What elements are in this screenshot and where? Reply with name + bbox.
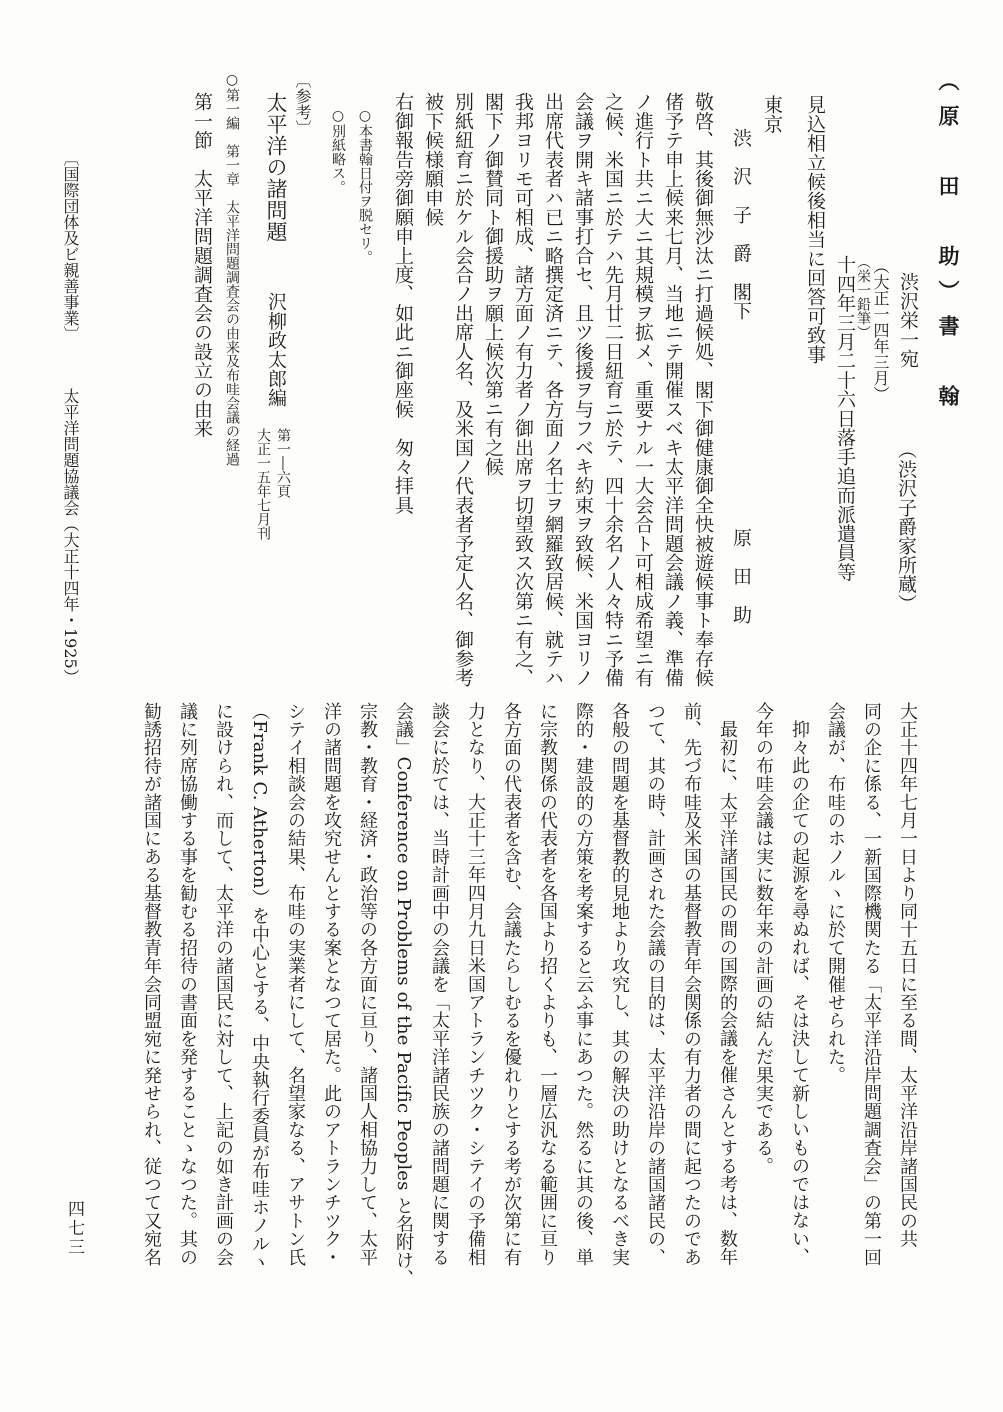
- letter-date: （大正一四年三月）: [871, 258, 890, 402]
- letter-source: （渋沢子爵家所蔵）: [895, 440, 917, 613]
- body-line: 談会に於ては、当時計画中の会議を「太平洋諸民族の諸問題に関する: [429, 702, 450, 1267]
- body-line: に宗教関係の代表者を各国より招くよりも、一層広汎なる範囲に亘り: [537, 702, 558, 1267]
- letter-place: 東京: [761, 95, 783, 134]
- body-line: 前、先づ布哇及米国の基督教青年会関係の有力者の間に起つたのであ: [681, 702, 702, 1267]
- reference-chapter: ○第一編 第一章 太平洋問題調査会の由来及布哇会議の経過: [224, 72, 240, 466]
- letter-line: 偖予テ申上候来七月、当地ニテ開催スベキ太平洋問題会議ノ義、準備: [662, 92, 684, 688]
- pencil-note-line-1: 十四年三月二十六日落手追而派遣員等: [834, 255, 856, 582]
- letter-line: 右御報告旁御願申上度、如此ニ御座候 匆々拝具: [392, 92, 414, 515]
- body-line: 抑々此の企ての起源を尋ぬれば、そは決して新しいものではない、: [789, 720, 810, 1266]
- body-line: 力となり、大正十三年四月九日米国アトランチツク・シテイの予備相: [465, 702, 486, 1267]
- reference-section-title: 第一節 太平洋問題調査会の設立の由来: [191, 92, 213, 438]
- letter-line: 会議ヲ開キ諸事打合セ、且ツ後援ヲ与フベキ約束ヲ致候、米国ヨリノ: [572, 92, 594, 688]
- page-number: 四七三: [64, 1200, 84, 1257]
- editor-note-omitted: ○別紙略ス。: [330, 108, 346, 194]
- body-line: に設けられ、而して、太平洋の諸国民に対して、上記の如き計画の会: [213, 702, 234, 1267]
- body-line: 同の企に係る、一新国際機関たる「太平洋沿岸問題調査会」の第一回: [861, 702, 882, 1267]
- letter-addressee: 渋 沢 子 爵 閣下: [730, 128, 752, 320]
- body-line: 最初に、太平洋諸国民の間の国際的会議を催さんとする考は、数年: [717, 720, 738, 1266]
- body-line: 際的・建設的の方策を考案すると云ふ事にあつた。然るに其の後、単: [573, 702, 594, 1267]
- body-line: （Frank C. Atherton）を中心とする、中央執行委員が布哇ホノルヽ: [249, 702, 270, 1271]
- body-line: 各般の問題を基督教的見地より攻究し、其の解決の助けとなるべき実: [609, 702, 630, 1267]
- body-line: 洋の諸問題を攻究せんとする案となつて居た。此のアトランチツク・: [321, 702, 342, 1267]
- body-line: 宗教・教育・経済・政治等の各方面に亘り、諸国人相協力して、太平: [357, 702, 378, 1267]
- reference-pages: 第一―六頁: [275, 428, 291, 498]
- reference-label: 〔参考〕: [293, 72, 312, 136]
- running-header-category: 〔国際団体及ビ親善事業〕: [61, 150, 80, 342]
- reference-editor: 沢柳政太郎編: [265, 292, 287, 408]
- editor-note-date: ○本書翰日付ヲ脱セリ。: [357, 108, 373, 264]
- letter-line: 我邦ヨリモ可相成、諸方面ノ有力者ノ御出席ヲ切望致ス次第ニ有之、: [512, 92, 534, 688]
- letter-line: 之候、米国ニ於テハ先月廿二日紐育ニ於テ、四十余名ノ人々特ニ予備: [602, 92, 624, 688]
- body-line: 大正十四年七月一日より同十五日に至る間、太平洋沿岸諸国民の共: [897, 702, 918, 1248]
- letter-title: （原 田 助）書 翰: [936, 70, 961, 420]
- letter-line: 閣下ノ御賛同ト御援助ヲ願上候次第ニ有之候: [482, 92, 504, 476]
- letter-author: 原 田 助: [730, 528, 752, 624]
- body-line: 各方面の代表者を含む、会議たらしむるを優れりとする考が次第に有: [501, 702, 522, 1267]
- letter-recipient: 渋沢栄一宛: [897, 272, 919, 368]
- letter-line: ノ進行ト共ニ大ニ其規模ヲ拡メ、重要ナル一大会合ト可相成希望ニ有: [632, 92, 654, 688]
- body-line: シテイ相談会の結果、布哇の実業者にして、名望家なる、アサトン氏: [285, 702, 306, 1267]
- reference-pubdate: 大正一五年七月刊: [255, 428, 271, 540]
- body-line: 勧誘招待が諸国にある基督教青年会同盟宛に発せられ、従つて又宛名: [141, 702, 162, 1267]
- letter-line: 出席代表者ハ已ニ略撰定済ニテ、各方面ノ名士ヲ網羅致居候、就テハ: [542, 92, 564, 688]
- body-line: 会議」Conference on Problems of the Pacific Peoples と名附け、: [393, 702, 414, 1288]
- letter-line: 敬啓、其後御無沙汰ニ打過候処、閣下御健康御全快被遊候事ト奉存候: [692, 92, 714, 688]
- body-line: 会議が、布哇のホノルヽに於て開催せられた。: [825, 702, 846, 1085]
- letter-line: 別紙紐育ニ於ケル会合ノ出席人名、及米国ノ代表者予定人名、御参考: [452, 92, 474, 688]
- body-line: 議に列席協働する事を勧むる招待の書面を発することゝなつた。其の: [177, 702, 198, 1267]
- reference-book-title: 太平洋の諸問題: [264, 92, 288, 243]
- pencil-note-label: （栄一鉛筆）: [855, 255, 871, 339]
- body-line: 今年の布哇会議は実に数年来の計画の結んだ果実である。: [753, 702, 774, 1176]
- letter-line: 被下候様願申候: [422, 92, 444, 227]
- body-line: つて、其の時、計画された会議の目的は、太平洋沿岸の諸国諸民の、: [645, 702, 666, 1267]
- pencil-note-line-2: 見込相立候後相当に回答可致事: [804, 95, 826, 364]
- running-header-subject: 太平洋問題協議会（大正十四年・1925）: [61, 388, 80, 685]
